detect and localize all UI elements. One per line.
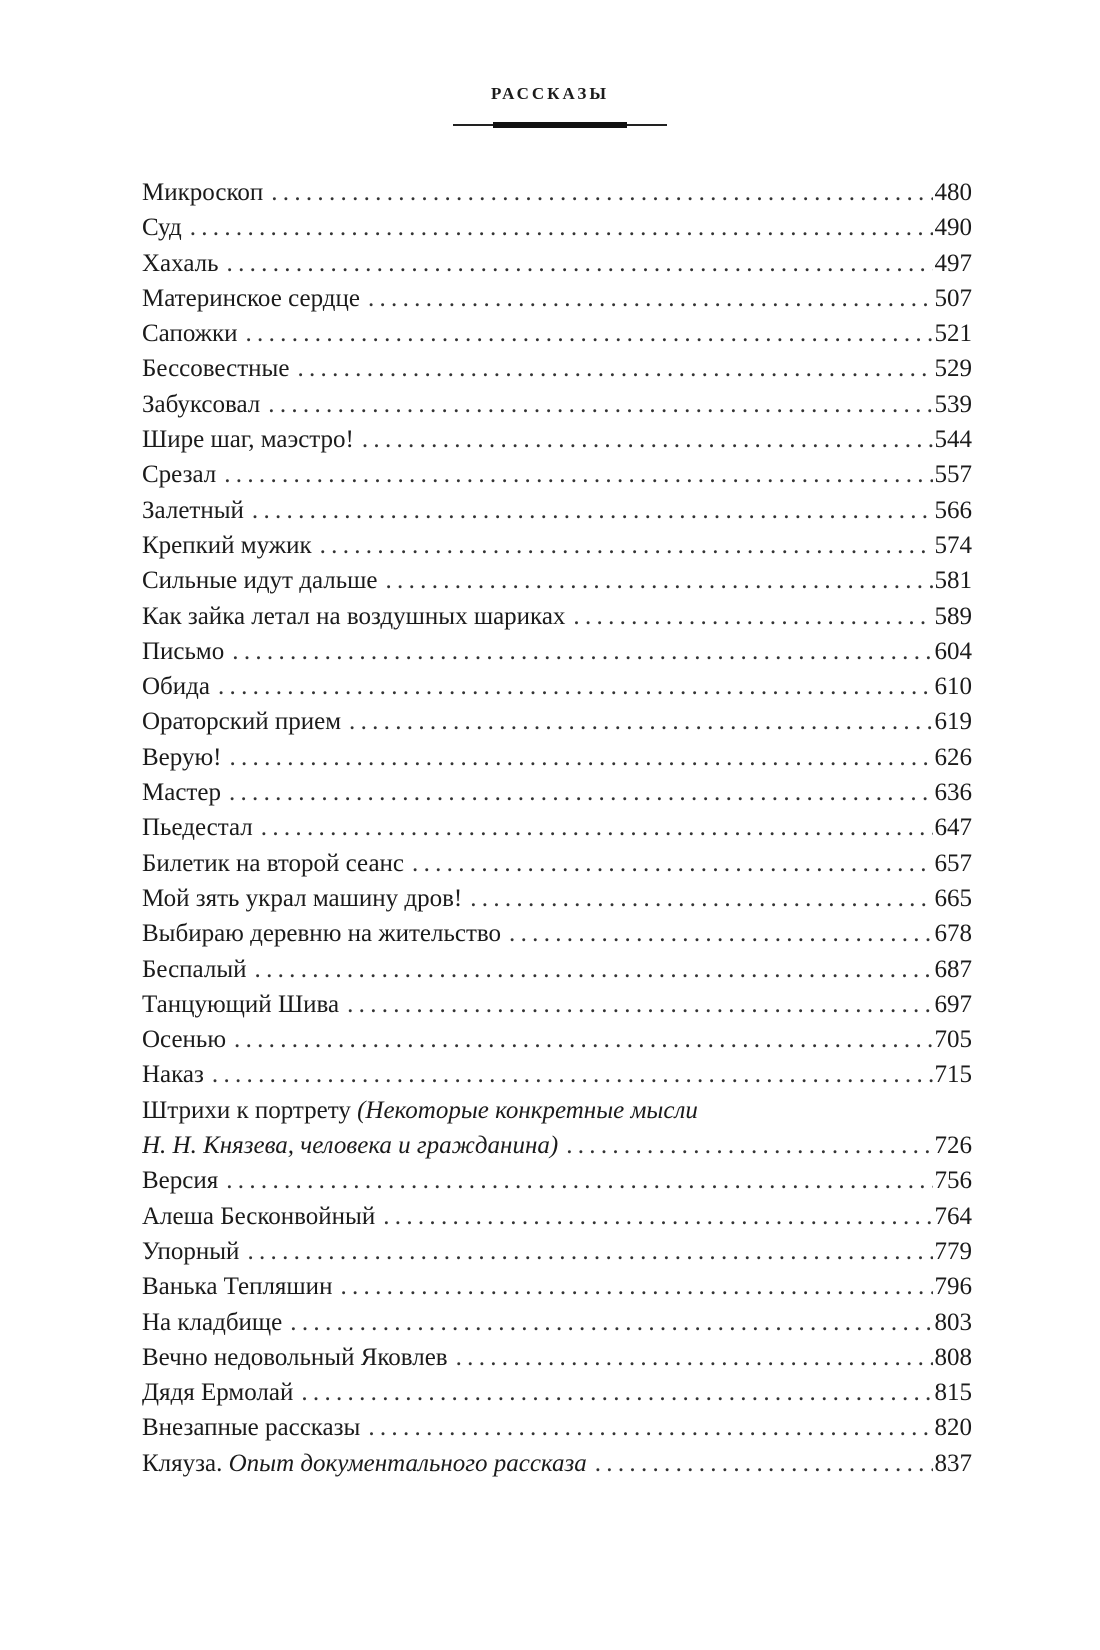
toc-entry-title: Внезапные рассказы: [142, 1414, 361, 1442]
toc-entry-page: 566: [934, 496, 972, 524]
toc-entry-shtrikhi-line2[interactable]: [142, 1128, 972, 1163]
toc-entry-shtrikhi-line1[interactable]: [142, 1093, 972, 1128]
toc-entry-title: Ванька Тепляшин: [142, 1273, 333, 1301]
toc-entry-title: Упорный: [142, 1237, 240, 1265]
dot-leader: [347, 987, 932, 1022]
toc-entry-title: Срезал: [142, 461, 217, 489]
dot-leader: [252, 493, 933, 528]
toc-entry-title: Алеша Бесконвойный: [142, 1202, 376, 1230]
toc-entry-page: 726: [934, 1132, 972, 1160]
toc-entry-title: Беспалый: [142, 955, 247, 983]
toc-entry-title: Обида: [142, 673, 210, 701]
toc-entry[interactable]: [142, 1199, 972, 1234]
dot-leader: [190, 210, 933, 245]
toc-entry[interactable]: [142, 351, 972, 386]
toc-entry[interactable]: [142, 669, 972, 704]
toc-entry-page: 820: [934, 1414, 972, 1442]
toc-entry[interactable]: [142, 1340, 972, 1375]
dot-leader: [470, 881, 932, 916]
toc-entry-title: Пьедестал: [142, 814, 253, 842]
dot-leader: [386, 563, 933, 598]
toc-entry[interactable]: [142, 599, 972, 634]
toc-entry-subtitle: Опыт документального рассказа: [228, 1449, 587, 1477]
dot-leader: [595, 1446, 933, 1481]
section-title: РАССКАЗЫ: [490, 84, 610, 103]
dot-leader: [320, 528, 933, 563]
toc-entry-page: 647: [934, 814, 972, 842]
toc-entry-page: 687: [934, 955, 972, 983]
toc-entry[interactable]: [142, 493, 972, 528]
dot-leader: [362, 422, 933, 457]
toc-entry-title: Осенью: [142, 1026, 227, 1054]
dot-leader: [368, 1410, 932, 1445]
dot-leader: [340, 1269, 932, 1304]
toc-entry-page: 574: [934, 531, 972, 559]
dot-leader: [227, 246, 933, 281]
toc-entry[interactable]: [142, 1305, 972, 1340]
toc-entry-title: Версия: [142, 1167, 219, 1195]
toc-entry[interactable]: [142, 210, 972, 245]
toc-entry[interactable]: [142, 881, 972, 916]
toc-entry-page: 657: [934, 849, 972, 877]
toc-entry[interactable]: [142, 1022, 972, 1057]
toc-entry-title: Выбираю деревню на жительство: [142, 920, 502, 948]
toc-entry[interactable]: [142, 457, 972, 492]
toc-entry-page: 808: [934, 1343, 972, 1371]
toc-entry-page: 665: [934, 884, 972, 912]
toc-entry[interactable]: [142, 563, 972, 598]
dot-leader: [573, 599, 932, 634]
toc-entry-page: 557: [934, 461, 972, 489]
toc-entry-page: 529: [934, 355, 972, 383]
toc-entry[interactable]: [142, 528, 972, 563]
toc-entry-page: 756: [934, 1167, 972, 1195]
toc-entry-page: 715: [934, 1061, 972, 1089]
dot-leader: [290, 1305, 932, 1340]
toc-entry[interactable]: [142, 1234, 972, 1269]
toc-entry-title: Вечно недовольный Яковлев: [142, 1343, 448, 1371]
toc-entry-subtitle: Н. Н. Князева, человека и гражданина): [142, 1132, 559, 1160]
toc-entry-title: Сапожки: [142, 320, 238, 348]
toc-entry[interactable]: [142, 846, 972, 881]
toc-entry-page: 796: [934, 1273, 972, 1301]
toc-entry-page: 815: [934, 1379, 972, 1407]
toc-entry-title: Штрихи к портрету: [142, 1096, 351, 1124]
toc-entry-subtitle: (Некоторые конкретные мысли: [357, 1096, 698, 1124]
toc-entry-page: 626: [934, 743, 972, 771]
dot-leader: [234, 1022, 932, 1057]
toc-entry-title: Мастер: [142, 779, 221, 807]
table-of-contents: [142, 175, 972, 1481]
toc-entry-title: Шире шаг, маэстро!: [142, 426, 354, 454]
toc-entry-title: Забуксовал: [142, 390, 261, 418]
toc-entry-title: Залетный: [142, 496, 244, 524]
toc-entry-title: Суд: [142, 214, 182, 242]
toc-entry[interactable]: [142, 704, 972, 739]
toc-entry-title: Крепкий мужик: [142, 531, 312, 559]
dot-leader: [509, 916, 932, 951]
toc-entry-page: 636: [934, 779, 972, 807]
toc-entry-klyauza[interactable]: [142, 1446, 972, 1481]
toc-entry-page: 803: [934, 1308, 972, 1336]
toc-entry-page: 697: [934, 990, 972, 1018]
toc-entry-page: 490: [934, 214, 972, 242]
dot-leader: [297, 351, 932, 386]
toc-entry-page: 764: [934, 1202, 972, 1230]
toc-entry[interactable]: [142, 987, 972, 1022]
toc-entry[interactable]: [142, 246, 972, 281]
toc-entry-page: 589: [934, 602, 972, 630]
toc-entry[interactable]: [142, 634, 972, 669]
toc-entry-title: Кляуза.: [142, 1449, 223, 1477]
toc-entry-page: 678: [934, 920, 972, 948]
toc-entry-title: Письмо: [142, 637, 225, 665]
toc-entry-title: Бессовестные: [142, 355, 290, 383]
dot-leader: [229, 740, 932, 775]
toc-entry-title: Как зайка летал на воздушных шариках: [142, 602, 566, 630]
header-rule-thick: [493, 122, 627, 128]
toc-entry[interactable]: [142, 422, 972, 457]
toc-entry[interactable]: [142, 387, 972, 422]
toc-entry[interactable]: [142, 316, 972, 351]
toc-entry[interactable]: [142, 281, 972, 316]
toc-entry[interactable]: [142, 1410, 972, 1445]
dot-leader: [383, 1199, 932, 1234]
toc-entry[interactable]: [142, 916, 972, 951]
toc-entry-page: 619: [934, 708, 972, 736]
toc-entry[interactable]: [142, 740, 972, 775]
toc-entry-page: 544: [934, 426, 972, 454]
toc-entry-page: 837: [934, 1449, 972, 1477]
toc-entry-title: Материнское сердце: [142, 284, 360, 312]
toc-entry-title: Танцующий Шива: [142, 990, 340, 1018]
toc-entry-title: Ораторский прием: [142, 708, 342, 736]
toc-entry-page: 610: [934, 673, 972, 701]
dot-leader: [261, 810, 933, 845]
dot-leader: [212, 1057, 933, 1092]
toc-entry-title: Верую!: [142, 743, 222, 771]
toc-entry-page: 581: [934, 567, 972, 595]
dot-leader: [226, 1163, 932, 1198]
toc-entry-title: Мой зять украл машину дров!: [142, 884, 463, 912]
dot-leader: [349, 704, 932, 739]
dot-leader: [229, 775, 933, 810]
toc-entry[interactable]: [142, 1269, 972, 1304]
dot-leader: [368, 281, 933, 316]
toc-entry[interactable]: [142, 175, 972, 210]
toc-entry-page: 521: [934, 320, 972, 348]
toc-entry-page: 480: [934, 179, 972, 206]
dot-leader: [255, 952, 933, 987]
dot-leader: [232, 634, 932, 669]
toc-entry-page: 604: [934, 637, 972, 665]
toc-entry-page: 507: [934, 284, 972, 312]
dot-leader: [456, 1340, 933, 1375]
toc-entry-title: Микроскоп: [142, 179, 264, 206]
dot-leader: [271, 175, 932, 210]
toc-entry-title: Сильные идут дальше: [142, 567, 378, 595]
dot-leader: [247, 1234, 932, 1269]
toc-entry[interactable]: [142, 775, 972, 810]
dot-leader: [224, 457, 932, 492]
dot-leader: [268, 387, 932, 422]
toc-entry-page: 705: [934, 1026, 972, 1054]
dot-leader: [412, 846, 932, 881]
toc-entry-title: Билетик на второй сеанс: [142, 849, 405, 877]
dot-leader: [246, 316, 933, 351]
toc-entry[interactable]: [142, 952, 972, 987]
toc-entry[interactable]: [142, 810, 972, 845]
toc-entry-title: Наказ: [142, 1061, 204, 1089]
toc-entry-page: 497: [934, 249, 972, 277]
toc-entry-title: Хахаль: [142, 249, 219, 277]
toc-entry-page: 539: [934, 390, 972, 418]
dot-leader: [218, 669, 933, 704]
dot-leader: [301, 1375, 932, 1410]
toc-entry[interactable]: [142, 1163, 972, 1198]
toc-entry-title: На кладбище: [142, 1308, 283, 1336]
toc-entry-title: Дядя Ермолай: [142, 1379, 294, 1407]
toc-entry[interactable]: [142, 1057, 972, 1092]
toc-entry[interactable]: [142, 1375, 972, 1410]
toc-entry-page: 779: [934, 1237, 972, 1265]
dot-leader: [566, 1128, 932, 1163]
